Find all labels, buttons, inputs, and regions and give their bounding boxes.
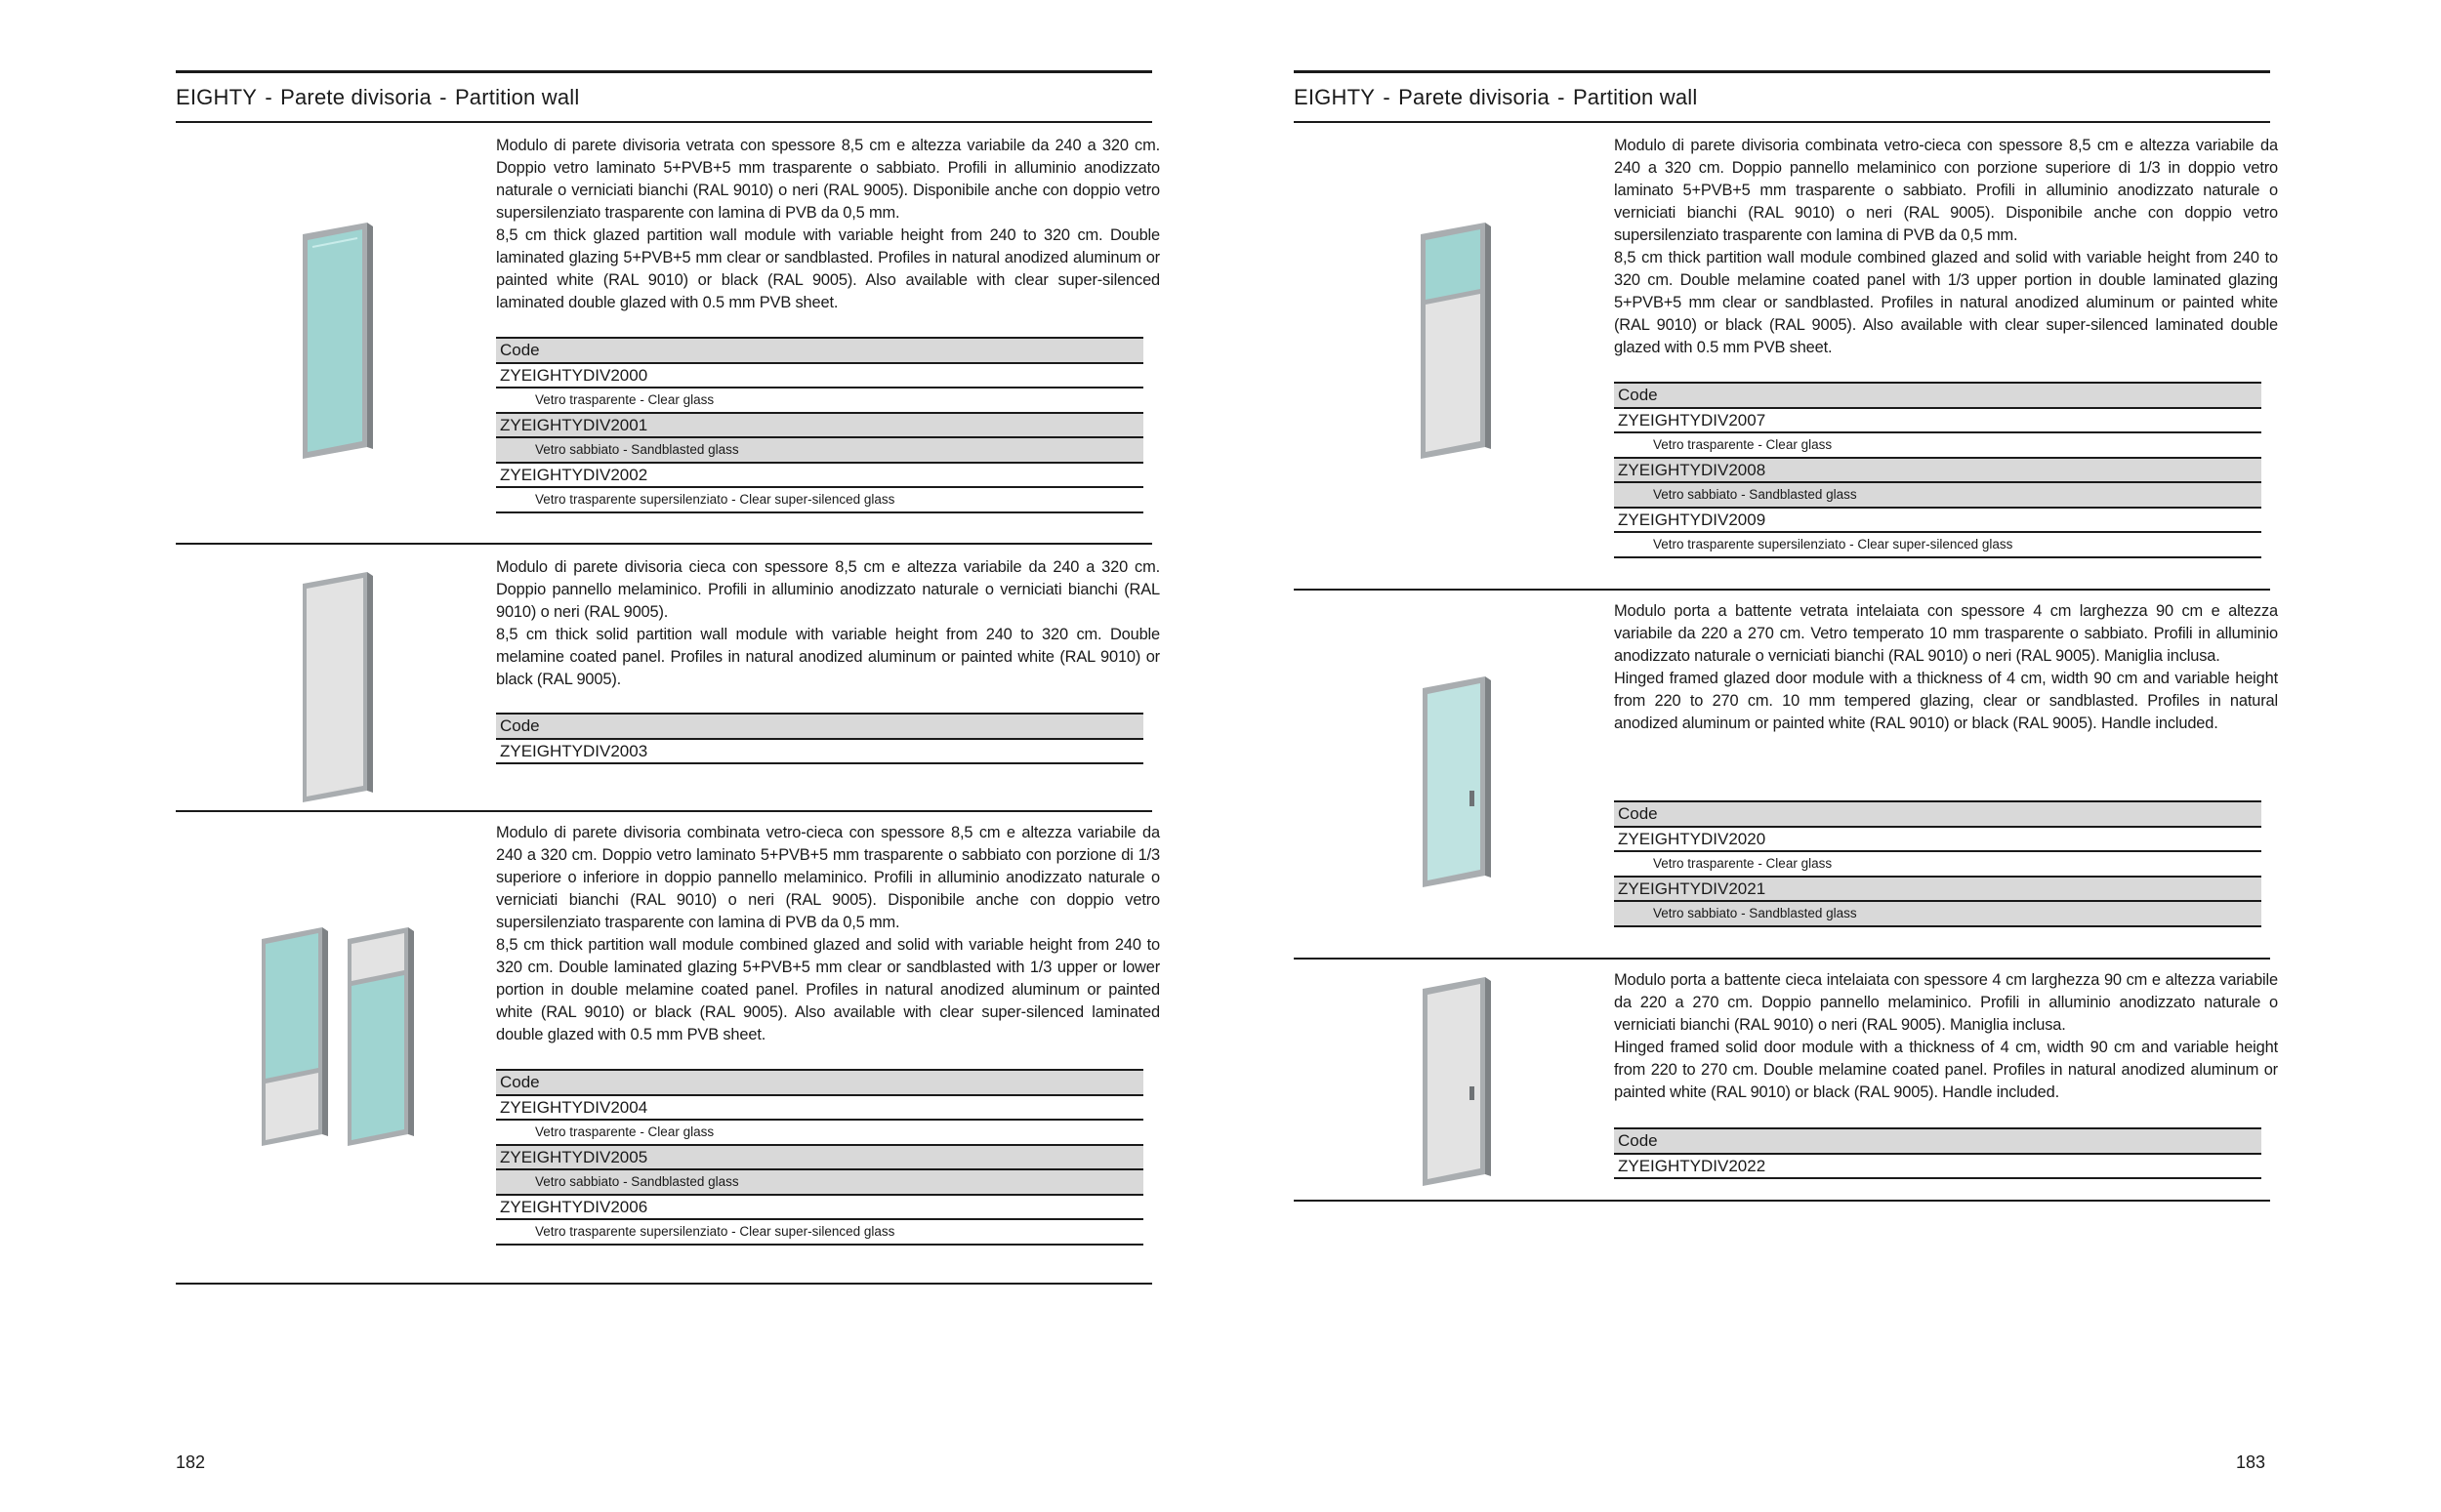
code-table-header: Code: [496, 1069, 1143, 1096]
product-section-combined: [176, 812, 1160, 1285]
product-figure: [176, 812, 469, 1283]
glazed-door-illustration: [1294, 591, 1587, 960]
product-description: Modulo porta a battente cieca intelaiata con spessore 4 cm larghezza 90 cm e altezza variabile da 220 a 270 cm. Doppio pannello melaminico. Profili in alluminio anodizzato naturale o verniciati bianchi (RAL 9010) o neri (RAL 9005). Maniglia inclusa. Hinged framed solid door module with a thickness of 4 cm, width 90 cm and variable height from 220 to 270 cm. Double melamine coated panel. Profiles in natural anodized aluminum or painted white (RAL 9010) or black (RAL 9005). Handle included.: [1614, 971, 2278, 1101]
code-variant: Vetro trasparente supersilenziato - Clear super-silenced glass: [496, 1218, 1143, 1244]
code-id: ZYEIGHTYDIV2000: [500, 366, 648, 385]
code-table-header: Code: [1614, 382, 2261, 409]
glazed-panel-illustration: [176, 125, 469, 545]
code-row: [496, 740, 1143, 764]
code-variant: Vetro trasparente - Clear glass: [1614, 431, 2261, 457]
code-table-header: Code: [1614, 800, 2261, 828]
product-figure: [1294, 960, 1587, 1200]
code-row: [1614, 1155, 2261, 1179]
door-handle-icon: [1469, 791, 1474, 806]
header-italian: Parete divisoria: [1398, 85, 1550, 109]
left-page: [176, 0, 1160, 1512]
product-figure: [1294, 591, 1587, 958]
code-id: ZYEIGHTYDIV2007: [1618, 411, 1766, 429]
code-table-header: Code: [496, 713, 1143, 740]
product-section-solid-door: [1294, 960, 2278, 1202]
product-description: Modulo di parete divisoria combinata vetro-cieca con spessore 8,5 cm e altezza variabile da 240 a 320 cm. Doppio pannello melaminico con porzione superiore di 1/3 in doppio vetro laminato 5+PVB+5 mm trasparente o sabbiato. Profili in alluminio anodizzato naturale o verniciati bianchi (RAL 9010) o neri (RAL 9005). Disponibile anche con doppio vetro supersilenziato trasparente con lamina di PVB da 0,5 mm. 8,5 cm thick partition wall module combined glazed and solid with variable height from 240 to 320 cm. Double melamine coated panel with 1/3 upper portion in double laminated glazing 5+PVB+5 mm clear or sandblasted. Profiles in natural anodized aluminum or painted white (RAL 9010) or black (RAL 9005). Also available with clear super-silenced laminated double glazed with 0.5 mm PVB sheet.: [1614, 137, 2278, 356]
code-row: [496, 1096, 1143, 1146]
page-header: EIGHTY - Parete divisoria - Partition wall: [176, 70, 1152, 123]
code-row: [496, 414, 1143, 464]
code-row: [1614, 459, 2261, 509]
code-table: [496, 1069, 1143, 1246]
code-variant: Vetro sabbiato - Sandblasted glass: [496, 1168, 1143, 1194]
code-id: ZYEIGHTYDIV2006: [500, 1198, 648, 1216]
code-id: ZYEIGHTYDIV2021: [1614, 878, 2261, 900]
code-id: ZYEIGHTYDIV2022: [1618, 1157, 1766, 1175]
product-section-glazed-door: [1294, 591, 2278, 960]
code-variant: Vetro trasparente supersilenziato - Clear super-silenced glass: [1614, 531, 2261, 556]
code-table-header: Code: [1614, 1127, 2261, 1155]
code-variant: Vetro trasparente - Clear glass: [1614, 850, 2261, 876]
code-table-header: Code: [496, 337, 1143, 364]
code-id: ZYEIGHTYDIV2002: [500, 466, 648, 484]
code-table: [1614, 800, 2261, 927]
code-row: [1614, 409, 2261, 459]
product-figure: [176, 545, 469, 810]
code-table: [496, 337, 1143, 513]
product-description: Modulo di parete divisoria vetrata con spessore 8,5 cm e altezza variabile da 240 a 320 cm. Doppio vetro laminato 5+PVB+5 mm trasparente o sabbiato. Profili in alluminio anodizzato naturale o verniciati bianchi (RAL 9010) o neri (RAL 9005). Disponibile anche con doppio vetro supersilenziato trasparente con lamina di PVB da 0,5 mm. 8,5 cm thick glazed partition wall module with variable height from 240 to 320 cm. Double laminated glazing 5+PVB+5 mm clear or sandblasted. Profiles in natural anodized aluminum or painted white (RAL 9010) or black (RAL 9005). Also available with clear super-silenced laminated double glazed with 0.5 mm PVB sheet.: [496, 137, 1160, 311]
product-section-combined-upper: [1294, 125, 2278, 591]
product-section-solid: [176, 545, 1160, 812]
product-figure: [176, 125, 469, 543]
product-section-glazed: [176, 125, 1160, 545]
code-variant: Vetro sabbiato - Sandblasted glass: [1614, 481, 2261, 507]
code-table: [1614, 382, 2261, 558]
combined-panel-illustration: [176, 812, 469, 1285]
code-row: [1614, 509, 2261, 558]
header-brand: EIGHTY: [1294, 85, 1376, 109]
code-row: [496, 364, 1143, 414]
header-italian: Parete divisoria: [280, 85, 432, 109]
code-variant: Vetro trasparente supersilenziato - Clear super-silenced glass: [496, 486, 1143, 511]
page-number: 182: [176, 1452, 206, 1472]
product-description: Modulo di parete divisoria cieca con spessore 8,5 cm e altezza variabile da 240 a 320 cm. Doppio pannello melaminico. Profili in alluminio anodizzato naturale o verniciati bianchi (RAL 9010) o neri (RAL 9005). 8,5 cm thick solid partition wall module with variable height from 240 to 320 cm. Double melamine coated panel. Profiles in natural anodized aluminum or painted white (RAL 9010) or black (RAL 9005).: [496, 558, 1160, 688]
code-table: [1614, 1127, 2261, 1179]
code-id: ZYEIGHTYDIV2020: [1618, 830, 1766, 848]
code-variant: Vetro sabbiato - Sandblasted glass: [1614, 900, 2261, 925]
code-variant: Vetro sabbiato - Sandblasted glass: [496, 436, 1143, 462]
code-row: [496, 1146, 1143, 1196]
right-page: [1294, 0, 2278, 1512]
code-row: [496, 1196, 1143, 1246]
code-id: ZYEIGHTYDIV2003: [500, 742, 648, 760]
product-description: Modulo di parete divisoria combinata vetro-cieca con spessore 8,5 cm e altezza variabile da 240 a 320 cm. Doppio vetro laminato 5+PVB+5 mm trasparente o sabbiato con porzione di 1/3 superiore o inferiore in doppio pannello melaminico. Profili in alluminio anodizzato naturale o verniciati bianchi (RAL 9010) o neri (RAL 9005). Disponibile anche con doppio vetro supersilenziato trasparente con lamina di PVB da 0,5 mm. 8,5 cm thick partition wall module combined glazed and solid with variable height from 240 to 320 cm. Double laminated glazing 5+PVB+5 mm clear or sandblasted with 1/3 upper or lower portion in double melamine coated panel. Profiles in natural anodized aluminum or painted white (RAL 9010) or black (RAL 9005). Also available with clear super-silenced laminated double glazed with 0.5 mm PVB sheet.: [496, 824, 1160, 1043]
header-english: Partition wall: [1572, 85, 1698, 109]
code-id: ZYEIGHTYDIV2001: [496, 414, 1143, 436]
page-number: 183: [2236, 1452, 2266, 1472]
code-table: [496, 713, 1143, 764]
code-variant: Vetro trasparente - Clear glass: [496, 387, 1143, 412]
solid-panel-illustration: [176, 545, 469, 812]
product-figure: [1294, 125, 1587, 589]
code-id: ZYEIGHTYDIV2004: [500, 1098, 648, 1117]
code-row: [1614, 878, 2261, 927]
combined-upper-panel-illustration: [1294, 125, 1587, 591]
code-row: [496, 464, 1143, 513]
product-description: Modulo porta a battente vetrata intelaiata con spessore 4 cm larghezza 90 cm e altezza variabile da 220 a 270 cm. Vetro temperato 10 mm trasparente o sabbiato. Profili in alluminio anodizzato naturale o verniciati bianchi (RAL 9010) o neri (RAL 9005). Maniglia inclusa. Hinged framed glazed door module with a thickness of 4 cm, width 90 cm and variable height from 220 to 270 cm. 10 mm tempered glazing, clear or sandblasted. Profiles in natural anodized aluminum or painted white (RAL 9010) or black (RAL 9005). Handle included.: [1614, 602, 2278, 732]
code-id: ZYEIGHTYDIV2009: [1618, 511, 1766, 529]
code-id: ZYEIGHTYDIV2005: [496, 1146, 1143, 1168]
header-brand: EIGHTY: [176, 85, 258, 109]
code-id: ZYEIGHTYDIV2008: [1614, 459, 2261, 481]
header-english: Partition wall: [454, 85, 580, 109]
solid-door-illustration: [1294, 960, 1587, 1202]
code-variant: Vetro trasparente - Clear glass: [496, 1119, 1143, 1144]
door-handle-icon: [1469, 1086, 1474, 1100]
page-header: EIGHTY - Parete divisoria - Partition wall: [1294, 70, 2270, 123]
code-row: [1614, 828, 2261, 878]
